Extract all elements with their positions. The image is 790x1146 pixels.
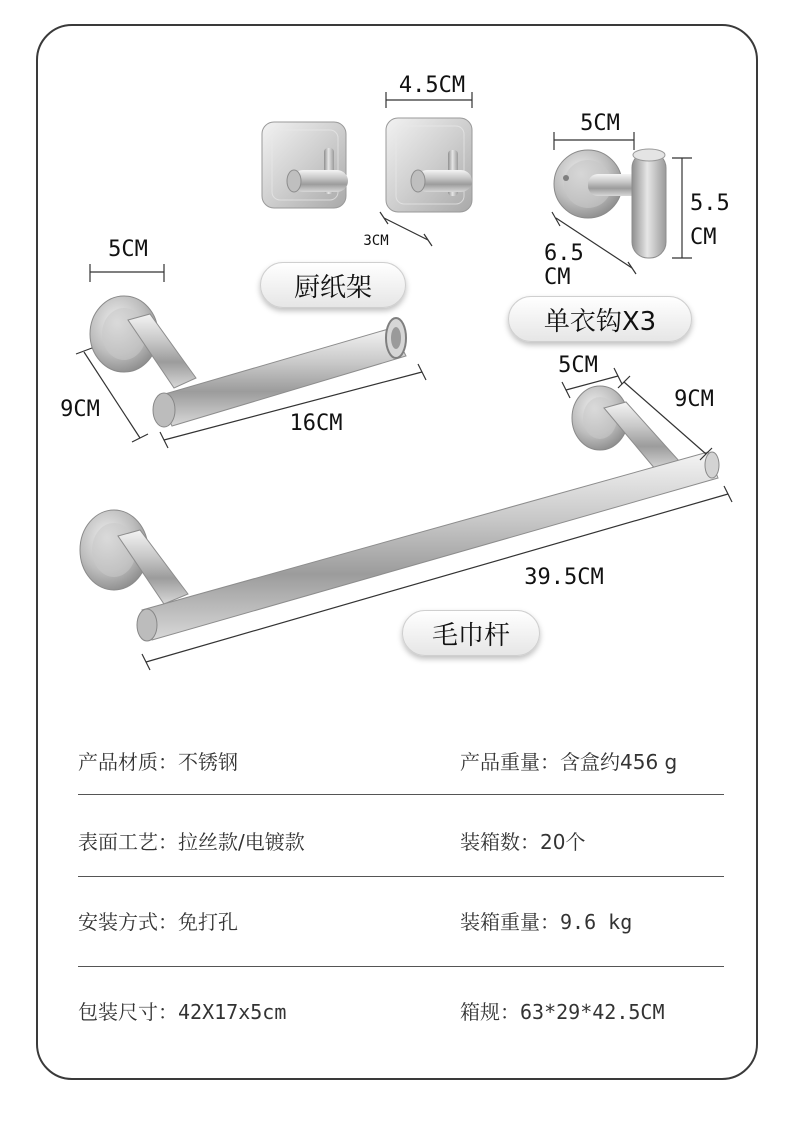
spec-value: 63*29*42.5CM (520, 999, 665, 1024)
divider (78, 966, 724, 967)
spec-row-install (78, 880, 724, 960)
robe-hook-height-unit: CM (690, 225, 717, 250)
towel-bar-depth-label: 9CM (674, 387, 714, 412)
paper-holder (90, 296, 406, 427)
spec-value: 42X17x5cm (178, 999, 287, 1024)
robe-hook-depth-unit: CM (544, 265, 571, 290)
spec-row-package (78, 970, 724, 1050)
paper-holder-base-label: 5CM (108, 237, 148, 262)
spec-value: 不锈钢 (178, 749, 238, 774)
towel-bar-label: 毛巾杆 (402, 610, 540, 656)
spec-value: 20个 (540, 829, 586, 854)
spec-label: 产品重量： (460, 749, 560, 774)
spec-row-material (78, 720, 724, 800)
robe-hook-depth-value: 6.5 (544, 241, 584, 266)
towel-bar-base-label: 5CM (558, 353, 598, 378)
paper-holder-base-dimension (90, 264, 164, 282)
robe-hook-width-label: 5CM (580, 111, 620, 136)
towel-bar-length-label: 39.5CM (524, 565, 604, 590)
spec-row-finish (78, 800, 724, 880)
paper-holder-label: 厨纸架 (260, 262, 406, 308)
paper-holder-depth-label: 9CM (60, 397, 100, 422)
robe-hook-height-dimension (672, 158, 692, 258)
paper-holder-length-label: 16CM (289, 411, 343, 436)
spec-label: 装箱重量： (460, 909, 560, 934)
spec-label: 包装尺寸： (78, 999, 178, 1024)
hook-width-label: 4.5CM (398, 73, 466, 98)
spec-label: 表面工艺： (78, 829, 178, 854)
spec-label: 安装方式： (78, 909, 178, 934)
spec-value: 含盒约456 g (560, 749, 678, 774)
spec-label: 产品材质： (78, 749, 178, 774)
adhesive-hook-right (386, 118, 472, 212)
hook-depth-label: 3CM (363, 233, 389, 249)
robe-hook-label: 单衣钩X3 (508, 296, 692, 342)
adhesive-hook-left (262, 122, 348, 208)
spec-value: 免打孔 (178, 909, 238, 934)
robe-hook-height-value: 5.5 (690, 191, 730, 216)
divider (78, 794, 724, 795)
spec-label: 箱规： (460, 999, 520, 1024)
spec-value: 拉丝款/电镀款 (178, 829, 305, 854)
spec-value: 9.6 kg (560, 909, 633, 934)
spec-label: 装箱数： (460, 829, 540, 854)
divider (78, 876, 724, 877)
